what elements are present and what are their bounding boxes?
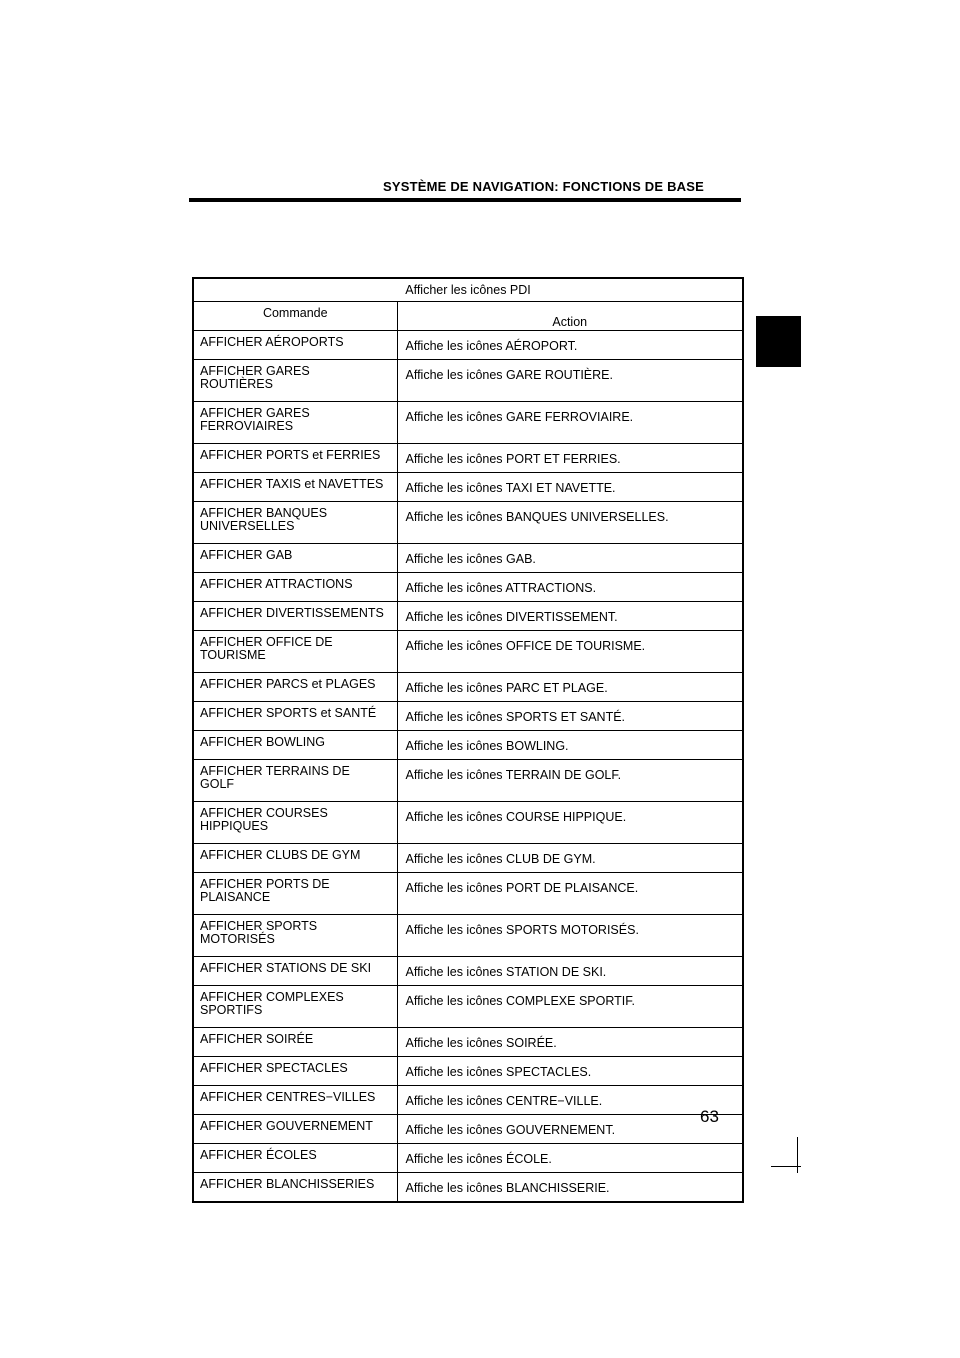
table-caption: Afficher les icônes PDI xyxy=(193,278,743,302)
command-cell: AFFICHER GARES ROUTIÈRES xyxy=(193,360,397,402)
action-cell: Affiche les icônes BOWLING. xyxy=(397,731,743,760)
action-cell: Affiche les icônes AÉROPORT. xyxy=(397,331,743,360)
table-row xyxy=(193,1115,743,1144)
action-cell: Affiche les icônes SPECTACLES. xyxy=(397,1057,743,1086)
action-cell: Affiche les icônes BLANCHISSERIE. xyxy=(397,1173,743,1203)
action-cell: Affiche les icônes STATION DE SKI. xyxy=(397,957,743,986)
command-cell: AFFICHER SPECTACLES xyxy=(193,1057,397,1086)
action-cell: Affiche les icônes SOIRÉE. xyxy=(397,1028,743,1057)
action-cell: Affiche les icônes BANQUES UNIVERSELLES. xyxy=(397,502,743,544)
table-caption-row xyxy=(193,278,743,302)
chapter-tab xyxy=(756,316,801,367)
table-row xyxy=(193,702,743,731)
table-row xyxy=(193,573,743,602)
table-row xyxy=(193,502,743,544)
command-cell: AFFICHER AÉROPORTS xyxy=(193,331,397,360)
action-cell: Affiche les icônes COMPLEXE SPORTIF. xyxy=(397,986,743,1028)
table-row xyxy=(193,402,743,444)
page-number: 63 xyxy=(700,1107,719,1126)
column-header-command: Commande xyxy=(193,302,397,331)
command-cell: AFFICHER COURSES HIPPIQUES xyxy=(193,802,397,844)
table-row xyxy=(193,731,743,760)
table-row xyxy=(193,444,743,473)
command-cell: AFFICHER COMPLEXES SPORTIFS xyxy=(193,986,397,1028)
page-header-title: SYSTÈME DE NAVIGATION: FONCTIONS DE BASE xyxy=(383,179,704,192)
table-row xyxy=(193,802,743,844)
action-cell: Affiche les icônes ATTRACTIONS. xyxy=(397,573,743,602)
action-cell: Affiche les icônes GAB. xyxy=(397,544,743,573)
table-row xyxy=(193,673,743,702)
action-cell: Affiche les icônes OFFICE DE TOURISME. xyxy=(397,631,743,673)
command-cell: AFFICHER CENTRES−VILLES xyxy=(193,1086,397,1115)
command-cell: AFFICHER PORTS DE PLAISANCE xyxy=(193,873,397,915)
command-cell: AFFICHER ÉCOLES xyxy=(193,1144,397,1173)
table-row xyxy=(193,986,743,1028)
action-cell: Affiche les icônes TERRAIN DE GOLF. xyxy=(397,760,743,802)
table-row xyxy=(193,1173,743,1203)
table-row xyxy=(193,1144,743,1173)
column-header-action: Action xyxy=(397,302,743,331)
action-cell: Affiche les icônes GOUVERNEMENT. xyxy=(397,1115,743,1144)
command-cell: AFFICHER BOWLING xyxy=(193,731,397,760)
table-row xyxy=(193,1086,743,1115)
command-cell: AFFICHER SPORTS MOTORISÉS xyxy=(193,915,397,957)
command-cell: AFFICHER BLANCHISSERIES xyxy=(193,1173,397,1203)
action-cell: Affiche les icônes SPORTS ET SANTÉ. xyxy=(397,702,743,731)
action-cell: Affiche les icônes PORT DE PLAISANCE. xyxy=(397,873,743,915)
table-row xyxy=(193,1028,743,1057)
table-row xyxy=(193,473,743,502)
action-cell: Affiche les icônes SPORTS MOTORISÉS. xyxy=(397,915,743,957)
crop-mark-vertical xyxy=(797,1137,798,1173)
action-cell: Affiche les icônes TAXI ET NAVETTE. xyxy=(397,473,743,502)
action-cell: Affiche les icônes ÉCOLE. xyxy=(397,1144,743,1173)
command-cell: AFFICHER GAB xyxy=(193,544,397,573)
command-cell: AFFICHER SPORTS et SANTÉ xyxy=(193,702,397,731)
table-body xyxy=(193,331,743,1203)
command-cell: AFFICHER STATIONS DE SKI xyxy=(193,957,397,986)
command-cell: AFFICHER GARES FERROVIAIRES xyxy=(193,402,397,444)
voice-command-table xyxy=(192,277,744,1203)
table-row xyxy=(193,331,743,360)
table-row xyxy=(193,957,743,986)
header-rule xyxy=(189,198,741,202)
command-cell: AFFICHER ATTRACTIONS xyxy=(193,573,397,602)
table-row xyxy=(193,915,743,957)
command-cell: AFFICHER TAXIS et NAVETTES xyxy=(193,473,397,502)
table-row xyxy=(193,1057,743,1086)
action-cell: Affiche les icônes COURSE HIPPIQUE. xyxy=(397,802,743,844)
table-row xyxy=(193,844,743,873)
table-row xyxy=(193,760,743,802)
command-cell: AFFICHER DIVERTISSEMENTS xyxy=(193,602,397,631)
table-row xyxy=(193,544,743,573)
action-cell: Affiche les icônes PORT ET FERRIES. xyxy=(397,444,743,473)
command-cell: AFFICHER BANQUES UNIVERSELLES xyxy=(193,502,397,544)
table-row xyxy=(193,631,743,673)
command-cell: AFFICHER OFFICE DE TOURISME xyxy=(193,631,397,673)
table-row xyxy=(193,602,743,631)
action-cell: Affiche les icônes CLUB DE GYM. xyxy=(397,844,743,873)
table-header-row xyxy=(193,302,743,331)
table-row xyxy=(193,873,743,915)
table-row xyxy=(193,360,743,402)
command-cell: AFFICHER GOUVERNEMENT xyxy=(193,1115,397,1144)
action-cell: Affiche les icônes GARE FERROVIAIRE. xyxy=(397,402,743,444)
action-cell: Affiche les icônes PARC ET PLAGE. xyxy=(397,673,743,702)
command-cell: AFFICHER TERRAINS DE GOLF xyxy=(193,760,397,802)
action-cell: Affiche les icônes CENTRE−VILLE. xyxy=(397,1086,743,1115)
command-cell: AFFICHER PORTS et FERRIES xyxy=(193,444,397,473)
command-cell: AFFICHER PARCS et PLAGES xyxy=(193,673,397,702)
action-cell: Affiche les icônes DIVERTISSEMENT. xyxy=(397,602,743,631)
command-cell: AFFICHER SOIRÉE xyxy=(193,1028,397,1057)
command-cell: AFFICHER CLUBS DE GYM xyxy=(193,844,397,873)
crop-mark-horizontal xyxy=(771,1166,801,1167)
action-cell: Affiche les icônes GARE ROUTIÈRE. xyxy=(397,360,743,402)
